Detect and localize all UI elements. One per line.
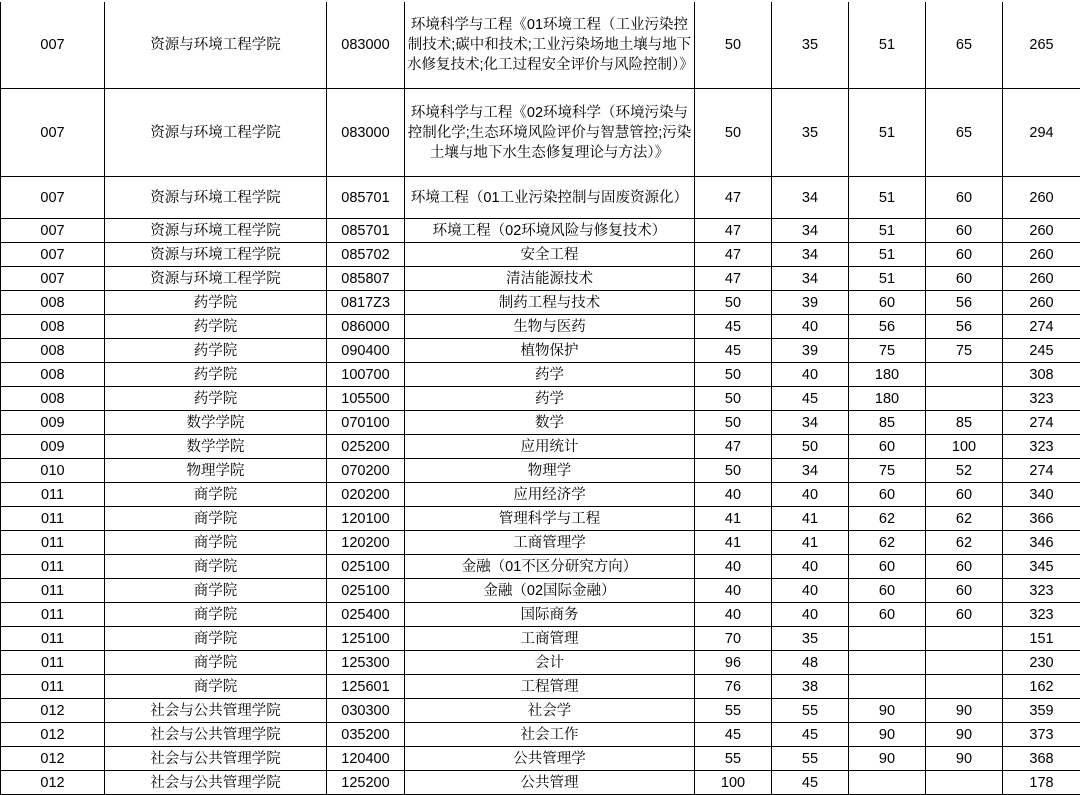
cell-department-code: 012 [1, 771, 105, 795]
cell-department-name: 药学院 [105, 363, 327, 387]
cell-major-code: 025100 [327, 555, 405, 579]
cell-politics-score: 70 [695, 627, 772, 651]
cell-foreign-language-score: 38 [772, 675, 849, 699]
cell-major-code: 125100 [327, 627, 405, 651]
cell-foreign-language-score: 34 [772, 411, 849, 435]
cell-subject-two-score: 60 [926, 219, 1003, 243]
cell-department-name: 商学院 [105, 507, 327, 531]
table-row [1, 89, 1080, 177]
cell-subject-one-score: 60 [849, 603, 926, 627]
cell-foreign-language-score: 55 [772, 747, 849, 771]
cell-subject-one-score: 75 [849, 459, 926, 483]
table-row [1, 291, 1080, 315]
cell-foreign-language-score: 34 [772, 177, 849, 219]
cell-major-code: 025100 [327, 579, 405, 603]
cell-politics-score: 50 [695, 387, 772, 411]
cell-major-code: 035200 [327, 723, 405, 747]
cell-department-name: 商学院 [105, 531, 327, 555]
cell-total-score: 274 [1003, 459, 1080, 483]
cell-major-name: 物理学 [405, 459, 695, 483]
cell-politics-score: 45 [695, 723, 772, 747]
table-row [1, 315, 1080, 339]
cell-department-name: 商学院 [105, 579, 327, 603]
table-body [1, 1, 1080, 795]
cell-department-code: 008 [1, 363, 105, 387]
cell-foreign-language-score: 41 [772, 531, 849, 555]
cell-major-code: 100700 [327, 363, 405, 387]
cell-politics-score: 50 [695, 411, 772, 435]
cell-major-name: 环境科学与工程《01环境工程（工业污染控制技术;碳中和技术;工业污染场地土壤与地下水修复技术;化工过程安全评价与风险控制）》 [405, 1, 695, 89]
cell-department-name: 资源与环境工程学院 [105, 177, 327, 219]
cell-total-score: 260 [1003, 177, 1080, 219]
cell-major-name: 环境工程（01工业污染控制与固废资源化） [405, 177, 695, 219]
cell-foreign-language-score: 39 [772, 291, 849, 315]
cell-subject-one-score: 51 [849, 177, 926, 219]
cell-total-score: 308 [1003, 363, 1080, 387]
cell-subject-one-score: 90 [849, 723, 926, 747]
cell-department-code: 011 [1, 579, 105, 603]
cell-subject-two-score: 60 [926, 267, 1003, 291]
table-row [1, 363, 1080, 387]
cell-foreign-language-score: 40 [772, 483, 849, 507]
cell-subject-two-score: 75 [926, 339, 1003, 363]
cell-foreign-language-score: 34 [772, 243, 849, 267]
cell-major-code: 070100 [327, 411, 405, 435]
cell-major-name: 环境科学与工程《02环境科学（环境污染与控制化学;生态环境风险评价与智慧管控;污染土壤与地下水生态修复理论与方法）》 [405, 89, 695, 177]
cell-major-code: 030300 [327, 699, 405, 723]
cell-department-code: 011 [1, 651, 105, 675]
cell-department-code: 011 [1, 483, 105, 507]
cell-subject-two-score: 62 [926, 531, 1003, 555]
cell-subject-two-score: 60 [926, 483, 1003, 507]
cell-subject-two-score: 60 [926, 579, 1003, 603]
cell-major-name: 公共管理学 [405, 747, 695, 771]
cell-major-code: 070200 [327, 459, 405, 483]
cell-major-code: 105500 [327, 387, 405, 411]
cell-subject-one-score: 90 [849, 699, 926, 723]
cell-total-score: 323 [1003, 387, 1080, 411]
cell-politics-score: 50 [695, 1, 772, 89]
cell-politics-score: 50 [695, 89, 772, 177]
cell-major-code: 085807 [327, 267, 405, 291]
cell-subject-one-score: 180 [849, 387, 926, 411]
cell-total-score: 260 [1003, 291, 1080, 315]
cell-foreign-language-score: 40 [772, 579, 849, 603]
cell-major-name: 工程管理 [405, 675, 695, 699]
cell-total-score: 359 [1003, 699, 1080, 723]
cell-politics-score: 40 [695, 555, 772, 579]
cell-major-code: 120200 [327, 531, 405, 555]
cell-subject-two-score: 60 [926, 177, 1003, 219]
cell-department-code: 008 [1, 339, 105, 363]
cell-total-score: 260 [1003, 219, 1080, 243]
cell-subject-two-score [926, 387, 1003, 411]
table-row [1, 483, 1080, 507]
cell-department-name: 社会与公共管理学院 [105, 723, 327, 747]
cell-major-code: 086000 [327, 315, 405, 339]
cell-department-code: 009 [1, 411, 105, 435]
cell-politics-score: 45 [695, 315, 772, 339]
cell-subject-two-score: 90 [926, 699, 1003, 723]
table-row [1, 177, 1080, 219]
cell-department-code: 011 [1, 507, 105, 531]
cell-total-score: 346 [1003, 531, 1080, 555]
cell-department-name: 社会与公共管理学院 [105, 699, 327, 723]
cell-subject-two-score: 52 [926, 459, 1003, 483]
cell-subject-two-score [926, 771, 1003, 795]
table-row [1, 579, 1080, 603]
cell-subject-one-score: 75 [849, 339, 926, 363]
cell-department-name: 商学院 [105, 603, 327, 627]
cell-foreign-language-score: 34 [772, 459, 849, 483]
cell-subject-two-score: 60 [926, 555, 1003, 579]
cell-subject-one-score: 62 [849, 507, 926, 531]
cell-foreign-language-score: 40 [772, 315, 849, 339]
table-row [1, 507, 1080, 531]
cell-major-code: 025400 [327, 603, 405, 627]
cell-major-code: 120100 [327, 507, 405, 531]
table-row [1, 339, 1080, 363]
cell-total-score: 323 [1003, 603, 1080, 627]
cell-total-score: 340 [1003, 483, 1080, 507]
cell-politics-score: 40 [695, 579, 772, 603]
cell-major-code: 083000 [327, 89, 405, 177]
cell-major-name: 公共管理 [405, 771, 695, 795]
cell-major-name: 应用统计 [405, 435, 695, 459]
cell-major-name: 药学 [405, 387, 695, 411]
cell-subject-two-score: 100 [926, 435, 1003, 459]
cell-politics-score: 47 [695, 219, 772, 243]
table-row [1, 435, 1080, 459]
cell-department-name: 药学院 [105, 315, 327, 339]
cell-subject-two-score [926, 627, 1003, 651]
cell-politics-score: 40 [695, 483, 772, 507]
cell-subject-one-score: 56 [849, 315, 926, 339]
cell-department-code: 007 [1, 243, 105, 267]
table-row [1, 219, 1080, 243]
cell-department-code: 011 [1, 531, 105, 555]
cell-subject-one-score: 62 [849, 531, 926, 555]
cell-major-name: 植物保护 [405, 339, 695, 363]
cell-department-code: 011 [1, 627, 105, 651]
cell-department-name: 物理学院 [105, 459, 327, 483]
cell-major-name: 药学 [405, 363, 695, 387]
cell-total-score: 368 [1003, 747, 1080, 771]
cell-major-code: 090400 [327, 339, 405, 363]
cell-subject-one-score: 60 [849, 435, 926, 459]
cell-major-code: 083000 [327, 1, 405, 89]
cell-foreign-language-score: 48 [772, 651, 849, 675]
cell-subject-two-score [926, 651, 1003, 675]
cell-department-name: 数学学院 [105, 435, 327, 459]
cell-politics-score: 96 [695, 651, 772, 675]
cell-subject-one-score: 60 [849, 555, 926, 579]
cell-department-name: 社会与公共管理学院 [105, 747, 327, 771]
cell-department-code: 012 [1, 747, 105, 771]
cell-department-code: 009 [1, 435, 105, 459]
cell-foreign-language-score: 55 [772, 699, 849, 723]
cell-major-name: 国际商务 [405, 603, 695, 627]
cell-subject-one-score: 60 [849, 483, 926, 507]
table-row [1, 411, 1080, 435]
cell-subject-two-score: 56 [926, 291, 1003, 315]
cell-subject-two-score: 56 [926, 315, 1003, 339]
cell-department-name: 社会与公共管理学院 [105, 771, 327, 795]
cell-foreign-language-score: 34 [772, 219, 849, 243]
cell-total-score: 260 [1003, 243, 1080, 267]
cell-subject-one-score: 85 [849, 411, 926, 435]
cell-major-name: 安全工程 [405, 243, 695, 267]
cell-department-name: 资源与环境工程学院 [105, 1, 327, 89]
cell-foreign-language-score: 40 [772, 555, 849, 579]
cell-politics-score: 47 [695, 267, 772, 291]
table-row [1, 699, 1080, 723]
cell-department-name: 药学院 [105, 291, 327, 315]
cell-department-code: 007 [1, 177, 105, 219]
cell-politics-score: 100 [695, 771, 772, 795]
cell-major-name: 清洁能源技术 [405, 267, 695, 291]
cell-foreign-language-score: 45 [772, 387, 849, 411]
table-row [1, 387, 1080, 411]
cell-department-code: 011 [1, 675, 105, 699]
cell-foreign-language-score: 35 [772, 89, 849, 177]
cell-politics-score: 50 [695, 291, 772, 315]
cell-subject-one-score [849, 771, 926, 795]
cell-major-code: 085701 [327, 177, 405, 219]
cell-total-score: 265 [1003, 1, 1080, 89]
cell-subject-one-score: 51 [849, 89, 926, 177]
cell-major-name: 工商管理学 [405, 531, 695, 555]
cell-department-name: 商学院 [105, 555, 327, 579]
cell-politics-score: 47 [695, 435, 772, 459]
cell-department-name: 商学院 [105, 675, 327, 699]
table-row [1, 243, 1080, 267]
cell-subject-one-score [849, 675, 926, 699]
cell-foreign-language-score: 35 [772, 1, 849, 89]
cell-department-code: 008 [1, 315, 105, 339]
cell-department-code: 007 [1, 89, 105, 177]
cell-subject-two-score [926, 675, 1003, 699]
table-row [1, 675, 1080, 699]
cell-department-code: 010 [1, 459, 105, 483]
table-row [1, 771, 1080, 795]
cell-department-code: 007 [1, 219, 105, 243]
cell-politics-score: 45 [695, 339, 772, 363]
cell-politics-score: 55 [695, 747, 772, 771]
cell-total-score: 162 [1003, 675, 1080, 699]
cell-foreign-language-score: 40 [772, 363, 849, 387]
cell-politics-score: 41 [695, 507, 772, 531]
cell-subject-two-score: 60 [926, 243, 1003, 267]
table-row [1, 531, 1080, 555]
cell-major-name: 环境工程（02环境风险与修复技术） [405, 219, 695, 243]
cell-total-score: 274 [1003, 315, 1080, 339]
cell-subject-one-score [849, 627, 926, 651]
cell-subject-two-score [926, 363, 1003, 387]
cell-major-code: 125200 [327, 771, 405, 795]
cell-total-score: 260 [1003, 267, 1080, 291]
cell-department-code: 012 [1, 723, 105, 747]
cell-foreign-language-score: 45 [772, 771, 849, 795]
cell-major-code: 085702 [327, 243, 405, 267]
cell-major-name: 应用经济学 [405, 483, 695, 507]
cell-subject-one-score [849, 651, 926, 675]
cell-department-name: 药学院 [105, 387, 327, 411]
cell-major-name: 社会学 [405, 699, 695, 723]
cell-total-score: 178 [1003, 771, 1080, 795]
cell-total-score: 373 [1003, 723, 1080, 747]
cell-major-name: 生物与医药 [405, 315, 695, 339]
table-row [1, 651, 1080, 675]
cell-department-name: 资源与环境工程学院 [105, 219, 327, 243]
cell-department-name: 商学院 [105, 483, 327, 507]
cell-total-score: 323 [1003, 435, 1080, 459]
cell-department-code: 011 [1, 603, 105, 627]
cell-politics-score: 47 [695, 177, 772, 219]
cell-major-code: 085701 [327, 219, 405, 243]
table-row [1, 459, 1080, 483]
cell-politics-score: 76 [695, 675, 772, 699]
table-row [1, 555, 1080, 579]
cell-subject-one-score: 180 [849, 363, 926, 387]
cell-subject-two-score: 85 [926, 411, 1003, 435]
cell-foreign-language-score: 39 [772, 339, 849, 363]
cell-total-score: 345 [1003, 555, 1080, 579]
cell-total-score: 323 [1003, 579, 1080, 603]
table-row [1, 1, 1080, 89]
cell-major-name: 会计 [405, 651, 695, 675]
cell-subject-two-score: 90 [926, 723, 1003, 747]
cell-department-code: 012 [1, 699, 105, 723]
cell-department-name: 商学院 [105, 651, 327, 675]
cell-subject-two-score: 62 [926, 507, 1003, 531]
cell-department-name: 商学院 [105, 627, 327, 651]
table-row [1, 723, 1080, 747]
cell-major-code: 125300 [327, 651, 405, 675]
table-row [1, 627, 1080, 651]
cell-major-name: 金融（01不区分研究方向） [405, 555, 695, 579]
cell-subject-two-score: 60 [926, 603, 1003, 627]
cell-total-score: 151 [1003, 627, 1080, 651]
cell-subject-one-score: 60 [849, 579, 926, 603]
cell-major-name: 工商管理 [405, 627, 695, 651]
cell-major-name: 制药工程与技术 [405, 291, 695, 315]
cell-subject-two-score: 90 [926, 747, 1003, 771]
cell-subject-one-score: 51 [849, 1, 926, 89]
cell-total-score: 230 [1003, 651, 1080, 675]
cell-total-score: 245 [1003, 339, 1080, 363]
cell-major-code: 120400 [327, 747, 405, 771]
cell-major-code: 0817Z3 [327, 291, 405, 315]
cell-department-name: 资源与环境工程学院 [105, 267, 327, 291]
cell-department-code: 008 [1, 291, 105, 315]
cell-department-name: 资源与环境工程学院 [105, 243, 327, 267]
cell-major-code: 025200 [327, 435, 405, 459]
cell-major-name: 金融（02国际金融） [405, 579, 695, 603]
cell-major-name: 社会工作 [405, 723, 695, 747]
cell-department-name: 药学院 [105, 339, 327, 363]
cell-politics-score: 50 [695, 459, 772, 483]
cell-department-code: 007 [1, 267, 105, 291]
cell-politics-score: 50 [695, 363, 772, 387]
cell-subject-one-score: 60 [849, 291, 926, 315]
cell-department-code: 008 [1, 387, 105, 411]
cell-foreign-language-score: 40 [772, 603, 849, 627]
cell-politics-score: 40 [695, 603, 772, 627]
table-row [1, 603, 1080, 627]
cell-department-name: 资源与环境工程学院 [105, 89, 327, 177]
cell-politics-score: 47 [695, 243, 772, 267]
cell-subject-two-score: 65 [926, 1, 1003, 89]
cell-major-name: 数学 [405, 411, 695, 435]
table-row [1, 267, 1080, 291]
cell-department-code: 011 [1, 555, 105, 579]
cell-subject-one-score: 51 [849, 243, 926, 267]
cell-politics-score: 41 [695, 531, 772, 555]
cell-politics-score: 55 [695, 699, 772, 723]
cell-major-name: 管理科学与工程 [405, 507, 695, 531]
cell-total-score: 274 [1003, 411, 1080, 435]
cell-total-score: 366 [1003, 507, 1080, 531]
cell-major-code: 020200 [327, 483, 405, 507]
cell-foreign-language-score: 34 [772, 267, 849, 291]
cell-department-name: 数学学院 [105, 411, 327, 435]
cell-subject-one-score: 51 [849, 267, 926, 291]
cell-foreign-language-score: 45 [772, 723, 849, 747]
cell-foreign-language-score: 35 [772, 627, 849, 651]
cell-subject-one-score: 51 [849, 219, 926, 243]
cell-total-score: 294 [1003, 89, 1080, 177]
cell-subject-two-score: 65 [926, 89, 1003, 177]
cell-foreign-language-score: 50 [772, 435, 849, 459]
cell-major-code: 125601 [327, 675, 405, 699]
cell-subject-one-score: 90 [849, 747, 926, 771]
cell-department-code: 007 [1, 1, 105, 89]
table-row [1, 747, 1080, 771]
cell-foreign-language-score: 41 [772, 507, 849, 531]
